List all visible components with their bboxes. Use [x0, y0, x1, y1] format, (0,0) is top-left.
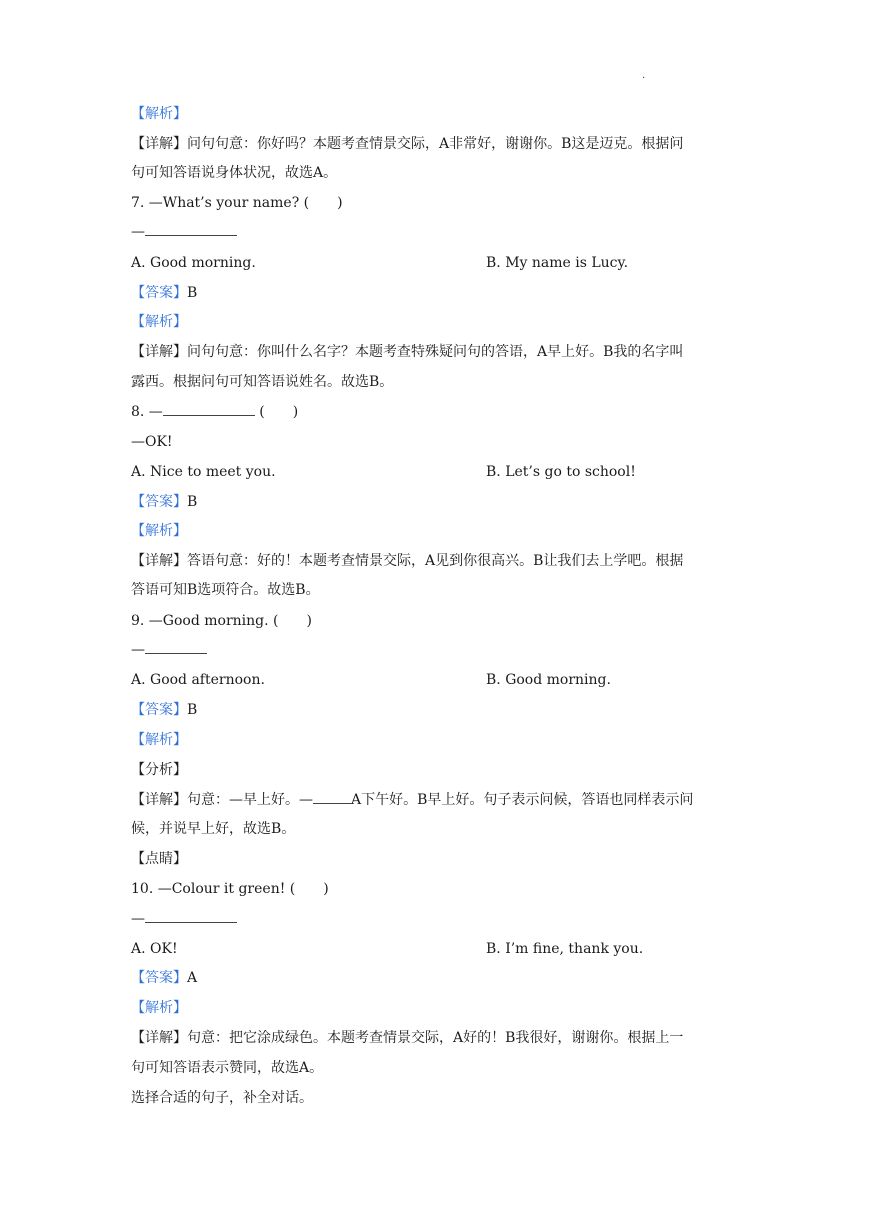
answer-label: 【答案】	[131, 702, 187, 718]
answer-blank	[145, 640, 207, 654]
answer-value: A	[187, 970, 198, 986]
detail-line: 【详解】句意：把它涂成绿色。本题考查情景交际，A好的！B我很好，谢谢你。根据上一	[131, 1030, 684, 1046]
answer-blank	[145, 222, 237, 236]
answer-blank-line: —	[131, 909, 237, 929]
detail-line: 句可知答语说身体状况，故选A。	[131, 165, 338, 181]
question-7: 7. —What’s your name? ( )	[131, 195, 343, 211]
detail-line: 【详解】答语句意：好的！本题考查情景交际，A见到你很高兴。B让我们去上学吧。根据	[131, 553, 684, 569]
option-b: B. I’m fine, thank you.	[486, 941, 644, 957]
detail-label: 【详解】	[131, 344, 187, 360]
answer-line	[131, 968, 197, 988]
answer-value: B	[187, 285, 198, 301]
detail-line: 候，并说早上好，故选B。	[131, 821, 296, 837]
fenxi-label: 【分析】	[131, 762, 187, 778]
option-b: B. Let’s go to school!	[486, 464, 636, 480]
option-a: A. Good afternoon.	[131, 672, 265, 688]
answer-label: 【答案】	[131, 494, 187, 510]
answer-blank	[163, 402, 255, 416]
answer-blank-line: —	[131, 640, 207, 660]
option-a: A. Nice to meet you.	[131, 464, 276, 480]
section-instruction: 选择合适的句子，补全对话。	[131, 1090, 313, 1106]
detail-line: 露西。根据问句可知答语说姓名。故选B。	[131, 374, 394, 390]
question-10: 10. —Colour it green! ( )	[131, 881, 329, 897]
answer-value: B	[187, 702, 198, 718]
detail-label: 【详解】	[131, 792, 187, 808]
answer-blank	[145, 909, 237, 923]
detail-line: 答语可知B选项符合。故选B。	[131, 582, 320, 598]
answer-label: 【答案】	[131, 285, 187, 301]
option-a: A. Good morning.	[131, 255, 256, 271]
detail-line: 【详解】问句句意：你叫什么名字？本题考查特殊疑问句的答语，A早上好。B我的名字叫	[131, 344, 684, 360]
option-a: A. OK!	[131, 941, 178, 957]
analysis-label: 【解析】	[131, 106, 187, 122]
option-b: B. Good morning.	[486, 672, 611, 688]
analysis-label: 【解析】	[131, 314, 187, 330]
answer-value: B	[187, 494, 198, 510]
question-9: 9. —Good morning. ( )	[131, 613, 312, 629]
detail-line: 【详解】问句句意：你好吗？本题考查情景交际，A非常好，谢谢你。B这是迈克。根据问	[131, 136, 684, 152]
response-line: —OK!	[131, 434, 173, 450]
option-b: B. My name is Lucy.	[486, 255, 629, 271]
detail-line: 【详解】句意：—早上好。— A下午好。B早上好。句子表示问候，答语也同样表示问	[131, 792, 694, 808]
answer-blank	[313, 790, 351, 804]
answer-blank-line: —	[131, 222, 237, 242]
analysis-label: 【解析】	[131, 732, 187, 748]
detail-label: 【详解】	[131, 136, 187, 152]
detail-label: 【详解】	[131, 553, 187, 569]
header-mark: .	[642, 70, 646, 81]
answer-line	[131, 283, 197, 303]
analysis-label: 【解析】	[131, 1000, 187, 1016]
answer-line	[131, 700, 197, 720]
dianjing-label: 【点睛】	[131, 851, 187, 867]
answer-label: 【答案】	[131, 970, 187, 986]
analysis-label: 【解析】	[131, 523, 187, 539]
detail-line: 句可知答语表示赞同，故选A。	[131, 1060, 324, 1076]
detail-label: 【详解】	[131, 1030, 187, 1046]
answer-line	[131, 492, 197, 512]
question-8: 8. — ( )	[131, 404, 299, 420]
